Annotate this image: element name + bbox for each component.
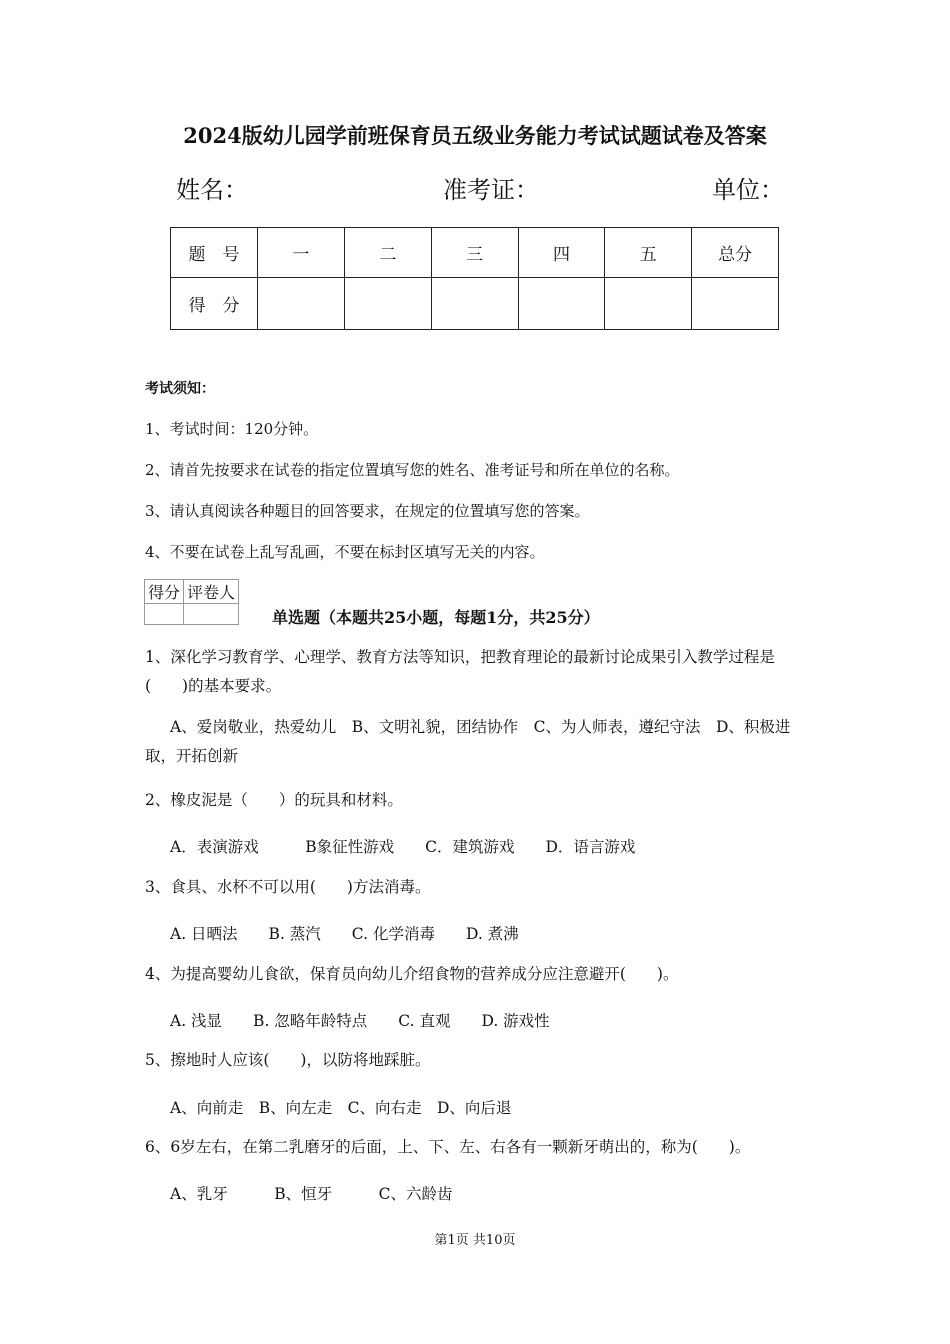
question-options: A. 浅显 B. 忽略年龄特点 C. 直观 D. 游戏性 [170, 1012, 550, 1030]
page-footer: 第1页 共10页 [434, 1233, 516, 1248]
page-title: 2024版幼儿园学前班保育员五级业务能力考试试题试卷及答案 [183, 123, 767, 148]
score-cell: 二 [344, 228, 431, 278]
score-input-cell[interactable] [258, 278, 345, 330]
exam-id-label: 准考证： [443, 176, 539, 204]
score-cell: 三 [431, 228, 518, 278]
score-cell: 一 [258, 228, 345, 278]
score-input-cell[interactable] [692, 278, 779, 330]
question-stem: 2、橡皮泥是（ ）的玩具和材料。 [145, 791, 403, 809]
notice-item: 2、请首先按要求在试卷的指定位置填写您的姓名、准考证号和所在单位的名称。 [145, 461, 680, 479]
score-input-cell[interactable] [605, 278, 692, 330]
grader-score-cell[interactable] [145, 604, 184, 625]
score-cell: 总分 [692, 228, 779, 278]
score-table-score-row [171, 278, 779, 330]
score-input-cell[interactable] [431, 278, 518, 330]
name-label: 姓名： [176, 176, 248, 204]
question-stem: 4、为提高婴幼儿食欲，保育员向幼儿介绍食物的营养成分应注意避开( )。 [145, 965, 679, 983]
question-stem: 3、食具、水杯不可以用( )方法消毒。 [145, 878, 431, 896]
score-cell: 五 [605, 228, 692, 278]
score-input-cell[interactable] [344, 278, 431, 330]
notice-title: 考试须知： [145, 381, 215, 397]
unit-label: 单位： [712, 176, 784, 204]
question-stem: 5、擦地时人应该( )，以防将地踩脏。 [145, 1051, 431, 1069]
notice-item: 4、不要在试卷上乱写乱画，不要在标封区填写无关的内容。 [145, 543, 545, 561]
question-options: A. 日晒法 B. 蒸汽 C. 化学消毒 D. 煮沸 [170, 925, 519, 943]
score-table-header-row [171, 228, 779, 278]
question-options: A、乳牙 B、恒牙 C、六龄齿 [170, 1185, 453, 1203]
grader-box [144, 579, 239, 625]
question-options: A、爱岗敬业，热爱幼儿 B、文明礼貌，团结协作 C、为人师表，遵纪守法 D、积极进取，开拓创新 [145, 718, 791, 765]
section-title: 单选题（本题共25小题，每题1分，共25分） [272, 608, 600, 627]
score-table [170, 227, 779, 330]
notice-item: 1、考试时间：120分钟。 [145, 420, 319, 438]
question-options: A、向前走 B、向左走 C、向右走 D、向后退 [170, 1099, 512, 1117]
score-cell: 得 分 [171, 278, 258, 330]
score-cell: 四 [518, 228, 605, 278]
grader-score-label: 得分 [145, 580, 184, 604]
score-cell: 题 号 [171, 228, 258, 278]
score-input-cell[interactable] [518, 278, 605, 330]
question-options: A．表演游戏 B象征性游戏 C．建筑游戏 D．语言游戏 [170, 838, 636, 856]
question-stem: 6、6岁左右，在第二乳磨牙的后面，上、下、左、右各有一颗新牙萌出的，称为( )。 [145, 1138, 751, 1156]
question-stem: 1、深化学习教育学、心理学、教育方法等知识，把教育理论的最新讨论成果引入教学过程是( )的基本要求。 [145, 648, 775, 695]
notice-item: 3、请认真阅读各种题目的回答要求，在规定的位置填写您的答案。 [145, 502, 590, 520]
grader-reviewer-cell[interactable] [184, 604, 239, 625]
grader-reviewer-label: 评卷人 [184, 580, 239, 604]
